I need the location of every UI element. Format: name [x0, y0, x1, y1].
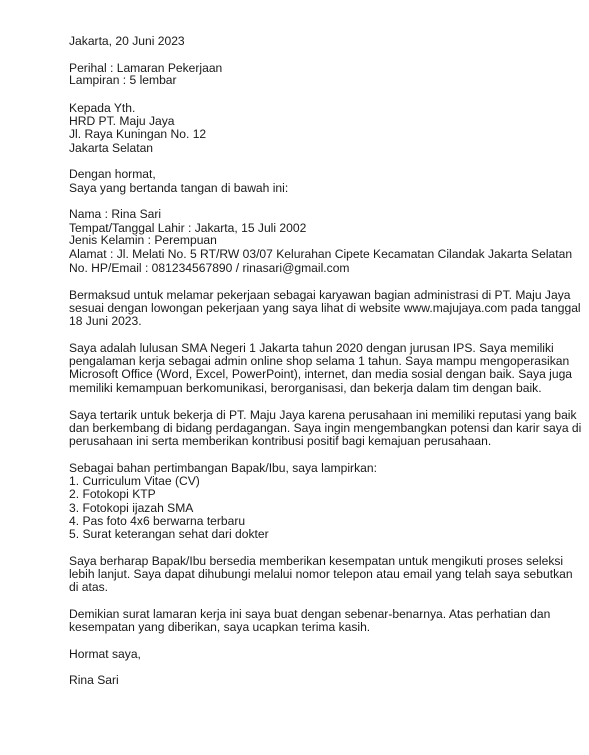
attachment-item: 5. Surat keterangan sehat dari dokter — [69, 527, 269, 541]
intro-text: Saya yang bertanda tangan di bawah ini: — [69, 180, 289, 195]
paragraph-line: memiliki kemampuan berkomunikasi, berorganisasi, dan bekerja dalam tim dengan baik. — [69, 380, 542, 395]
paragraph-line: Saya tertarik untuk bekerja di PT. Maju Jaya karena perusahaan ini memiliki reputasi yang baik — [69, 407, 577, 422]
identity-line: Nama : Rina Sari — [69, 207, 162, 221]
paragraph-line: Bermaksud untuk melamar pekerjaan sebagai karyawan bagian administrasi di PT. Maju Jaya — [69, 287, 571, 302]
signature-name: Rina Sari — [69, 673, 119, 688]
attachment-item: 2. Fotokopi KTP — [69, 487, 156, 501]
letter-attachment-count: Lampiran : 5 lembar — [69, 73, 177, 88]
paragraph-line: kesempatan yang diberikan, saya ucapkan terima kasih. — [69, 620, 371, 634]
identity-line: No. HP/Email : 081234567890 / rinasari@gmail.com — [69, 260, 350, 275]
paragraph-line: perusahaan ini serta memberikan kontribusi positif bagi kemajuan perusahaan. — [69, 434, 492, 449]
identity-line: Alamat : Jl. Melati No. 5 RT/RW 03/07 Kelurahan Cipete Kecamatan Cilandak Jakarta Selatan — [69, 247, 573, 261]
recipient-line: Jl. Raya Kuningan No. 12 — [69, 127, 207, 141]
paragraph-line: di atas. — [69, 580, 108, 595]
attachment-item: 1. Curriculum Vitae (CV) — [69, 474, 200, 489]
attachments-intro: Sebagai bahan pertimbangan Bapak/Ibu, saya lampirkan: — [69, 460, 377, 475]
paragraph-line: Microsoft Office (Word, Excel, PowerPoint), internet, dan media sosial dengan baik. Saya juga — [69, 367, 573, 381]
attachment-item: 3. Fotokopi ijazah SMA — [69, 500, 194, 515]
paragraph-line: Saya adalah lulusan SMA Negeri 1 Jakarta tahun 2020 dengan jurusan IPS. Saya memiliki — [69, 340, 554, 355]
identity-line: Jenis Kelamin : Perempuan — [69, 233, 217, 248]
paragraph-line: dan berkembang di bidang perdagangan. Saya ingin mengembangkan potensi dan karir saya di — [69, 420, 582, 435]
paragraph-line: pengalaman kerja sebagai admin online shop selama 1 tahun. Saya mampu mengoperasikan — [69, 354, 570, 369]
paragraph-line: 18 Juni 2023. — [69, 314, 142, 329]
recipient-line: HRD PT. Maju Jaya — [69, 114, 175, 129]
attachment-item: 4. Pas foto 4x6 berwarna terbaru — [69, 514, 246, 529]
recipient-line: Kepada Yth. — [69, 100, 136, 115]
paragraph-line: sesuai dengan lowongan pekerjaan yang saya lihat di website www.majujaya.com pada tanggal — [69, 300, 581, 315]
letter-date: Jakarta, 20 Juni 2023 — [69, 34, 185, 49]
recipient-line: Jakarta Selatan — [69, 140, 154, 155]
paragraph-line: Saya berharap Bapak/Ibu bersedia memberikan kesempatan untuk mengikuti proses seleksi — [69, 553, 564, 568]
closing: Hormat saya, — [69, 646, 141, 661]
greeting: Dengan hormat, — [69, 167, 156, 181]
identity-line: Tempat/Tanggal Lahir : Jakarta, 15 Juli 2002 — [69, 220, 307, 235]
letter-subject: Perihal : Lamaran Pekerjaan — [69, 60, 223, 75]
paragraph-line: lebih lanjut. Saya dapat dihubungi melalui nomor telepon atau email yang telah saya sebutkan — [69, 566, 573, 581]
paragraph-line: Demikian surat lamaran kerja ini saya buat dengan sebenar-benarnya. Atas perhatian dan — [69, 606, 551, 621]
